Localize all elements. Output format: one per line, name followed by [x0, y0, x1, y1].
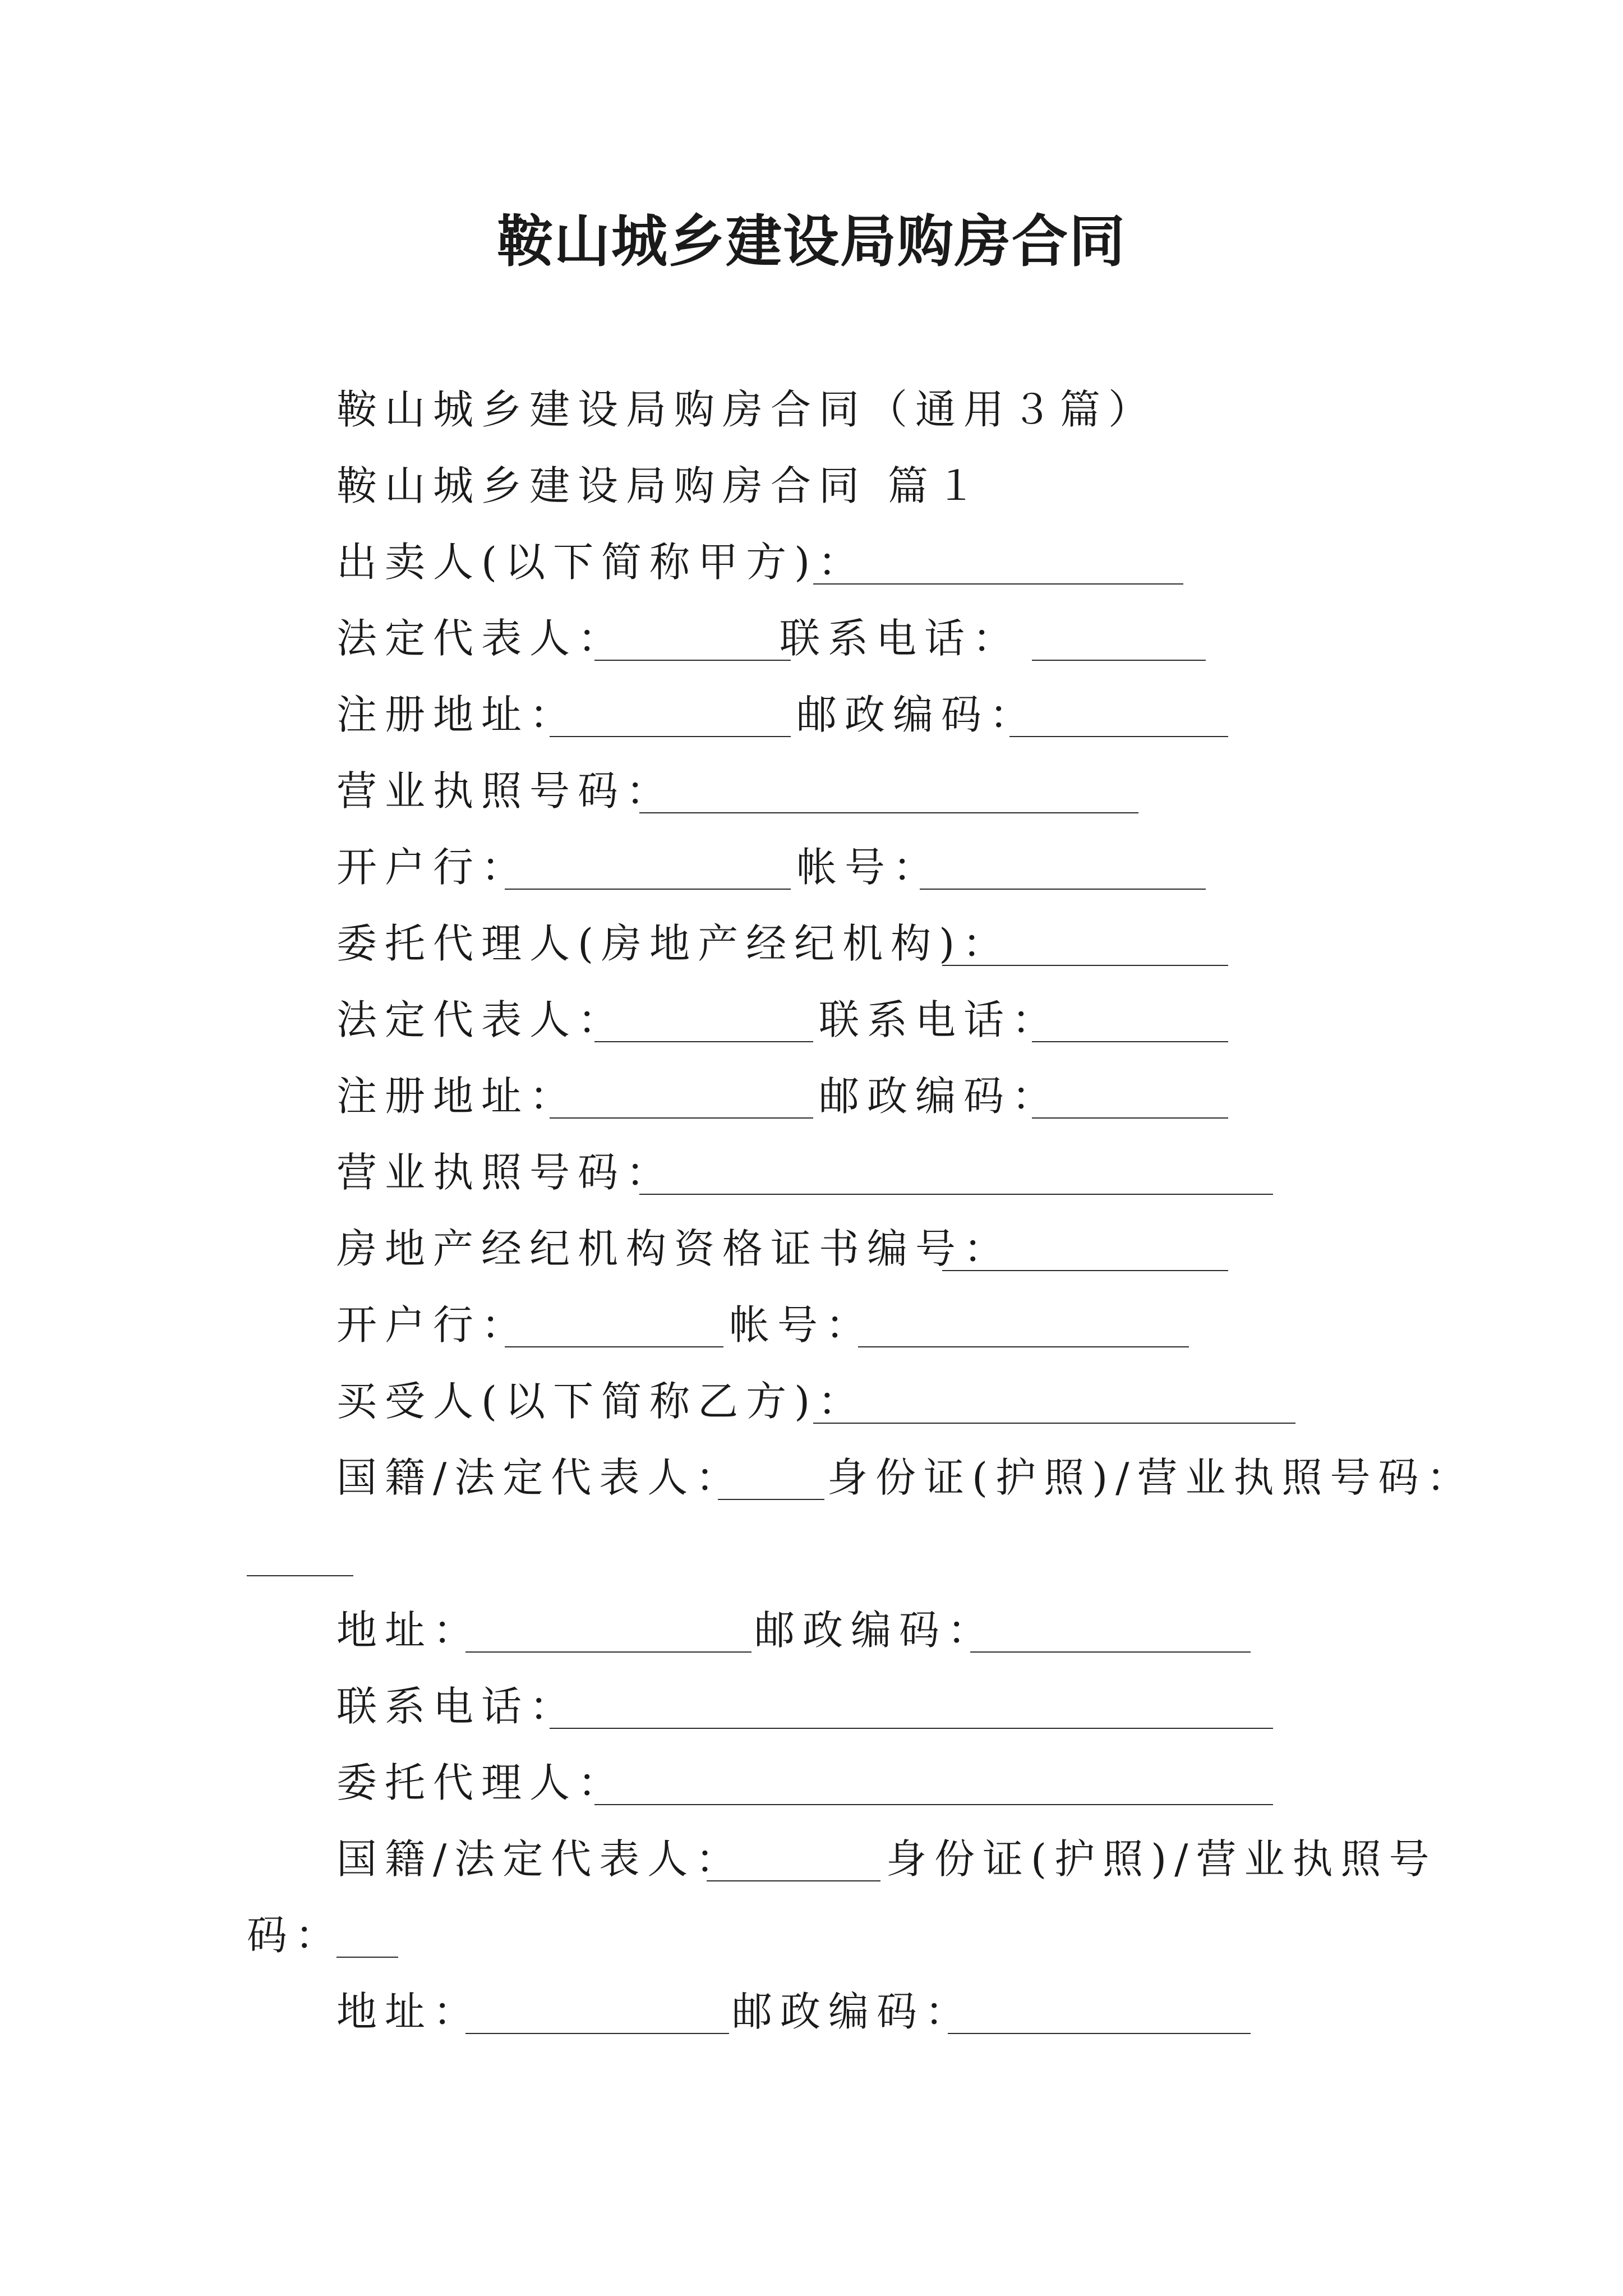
- buyer-postcode-label: 邮政编码：: [754, 1607, 996, 1654]
- license-blank: [639, 812, 1138, 813]
- qualification-cert-blank: [942, 1270, 1228, 1271]
- section-heading: 鞍山城乡建设局购房合同 篇１: [336, 462, 984, 509]
- buyer-address-blank: [465, 1651, 751, 1653]
- buyer-blank: [813, 1423, 1295, 1424]
- buyer2-id-label: 身份证(护照)/营业执照号: [886, 1835, 1437, 1883]
- legal-rep-label: 法定代表人：: [336, 615, 626, 662]
- buyer-nationality-blank: [718, 1499, 824, 1500]
- buyer-agent-label: 委托代理人：: [336, 1759, 626, 1806]
- bank-blank: [505, 889, 791, 890]
- phone-label: 联系电话：: [780, 615, 1021, 662]
- agent-postcode-label: 邮政编码：: [819, 1073, 1061, 1120]
- license-label: 营业执照号码：: [336, 767, 675, 815]
- reg-address-label: 注册地址：: [336, 691, 578, 738]
- phone-blank: [1032, 660, 1206, 661]
- buyer2-address-blank: [465, 2033, 729, 2034]
- document-subtitle: 鞍山城乡建设局购房合同（通用３篇）: [336, 386, 1157, 433]
- buyer-phone-label: 联系电话：: [336, 1683, 578, 1730]
- seller-blank: [813, 583, 1183, 585]
- agent-postcode-blank: [1032, 1117, 1228, 1119]
- postcode-blank: [1009, 736, 1228, 737]
- agent-legal-rep-blank: [594, 1041, 813, 1042]
- agent-legal-rep-label: 法定代表人：: [336, 996, 626, 1043]
- buyer-phone-blank: [550, 1728, 1273, 1729]
- account-label: 帐号：: [796, 844, 942, 891]
- agent-account-blank: [858, 1346, 1189, 1347]
- buyer2-nationality-label: 国籍/法定代表人：: [336, 1835, 744, 1883]
- buyer2-address-label: 地址：: [336, 1988, 482, 2035]
- agent-license-label: 营业执照号码：: [336, 1149, 675, 1196]
- agent-blank: [942, 965, 1228, 966]
- agent-phone-label: 联系电话：: [819, 996, 1061, 1043]
- bank-label: 开户行：: [336, 844, 530, 891]
- agent-account-label: 帐号：: [729, 1301, 874, 1349]
- agent-bank-blank: [505, 1346, 723, 1347]
- buyer2-postcode-label: 邮政编码：: [732, 1988, 974, 2035]
- buyer2-id-label-cont: 码：: [247, 1912, 344, 1959]
- buyer2-id-blank: [336, 1957, 398, 1958]
- buyer-agent-blank: [594, 1804, 1273, 1805]
- account-blank: [920, 889, 1206, 890]
- buyer-address-label: 地址：: [336, 1607, 482, 1654]
- agent-bank-label: 开户行：: [336, 1301, 530, 1349]
- buyer-postcode-blank: [970, 1651, 1251, 1653]
- reg-address-blank: [550, 736, 791, 737]
- buyer2-nationality-blank: [707, 1880, 880, 1881]
- agent-reg-address-label: 注册地址：: [336, 1073, 578, 1120]
- postcode-label: 邮政编码：: [796, 691, 1038, 738]
- buyer-id-label: 身份证(护照)/营业执照号码：: [827, 1454, 1475, 1501]
- agent-label: 委托代理人(房地产经纪机构)：: [336, 920, 1011, 967]
- buyer-id-blank: [247, 1575, 353, 1576]
- buyer2-postcode-blank: [948, 2033, 1251, 2034]
- buyer-label: 买受人(以下简称乙方)：: [336, 1378, 866, 1425]
- agent-phone-blank: [1032, 1041, 1228, 1042]
- agent-license-blank: [639, 1194, 1273, 1195]
- qualification-cert-label: 房地产经纪机构资格证书编号：: [336, 1225, 1012, 1272]
- buyer-nationality-label: 国籍/法定代表人：: [336, 1454, 744, 1501]
- agent-reg-address-blank: [550, 1117, 813, 1119]
- document-title: 鞍山城乡建设局购房合同: [497, 208, 1126, 274]
- seller-label: 出卖人(以下简称甲方)：: [336, 539, 866, 586]
- legal-rep-blank: [594, 660, 791, 661]
